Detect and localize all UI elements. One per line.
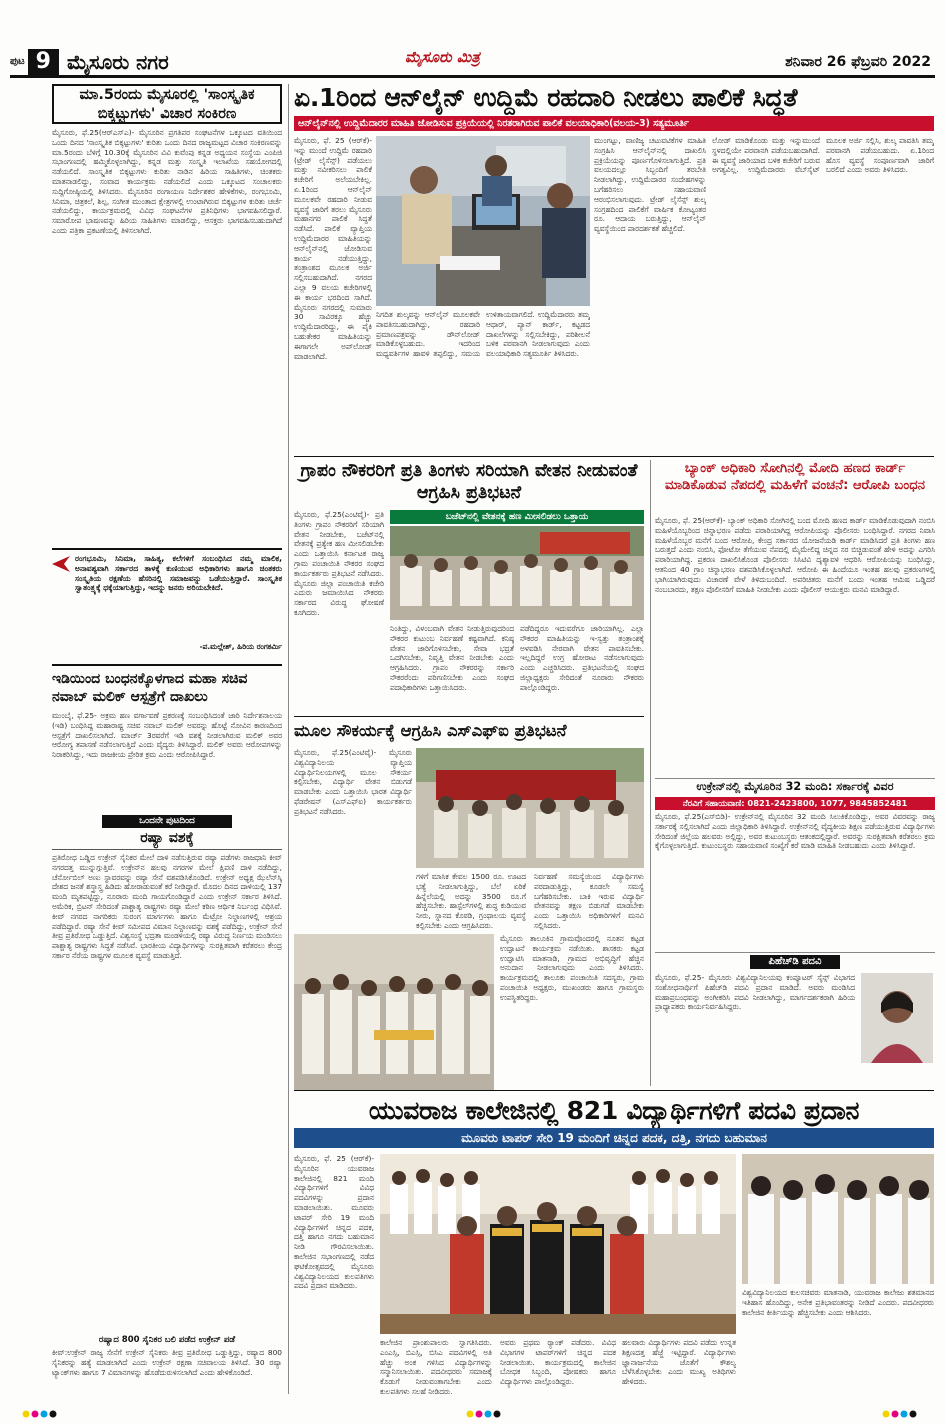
quote-box	[52, 548, 282, 666]
column-rule	[288, 84, 289, 1394]
story-body: ಪ್ರತಿರೋಧ ಒಡ್ಡಿದ ಉಕ್ರೇನ್ ಸೈನಿಕರ ಮೇಲೆ ದಾಳಿ ನಡೆಸುತ್ತಿರುವ ರಷ್ಯಾ ಪಡೆಗಳು ರಾಜಧಾನಿ ಕೀವ್ ನಗರದತ್ತ ಮುನ್ನುಗ್ಗುತ್ತಿವೆ. ಉಕ್ರೇನ್‌ನ ಹಲವು ನಗರಗಳ ಮೇಲೆ ಕ್ಷಿಪಣಿ ದಾಳಿ ನಡೆದಿದ್ದು, ಚೆರ್ನೋಬಿಲ್ ಅಣು ಸ್ಥಾವರವನ್ನು ರಷ್ಯಾ ಸೇನೆ ವಶಪಡಿಸಿಕೊಂಡಿದೆ. ಉಕ್ರೇನ್ ಅಧ್ಯಕ್ಷ ಝೆಲೆನ್‌ಸ್ಕಿ ದೇಶದ ಜನತೆ ಶಸ್ತ್ರಾಸ್ತ್ರ ಹಿಡಿದು ಹೋರಾಡುವಂತೆ ಕರೆ ನೀಡಿದ್ದಾರೆ. ಮೊದಲ ದಿನದ ದಾಳಿಯಲ್ಲಿ 137 ಮಂದಿ ಮೃತಪಟ್ಟಿದ್ದು, ನೂರಾರು ಮಂದಿ ಗಾಯಗೊಂಡಿದ್ದಾರೆ ಎಂದು ಉಕ್ರೇನ್ ಸರ್ಕಾರ ತಿಳಿಸಿದೆ. ಅಮೆರಿಕ, ಬ್ರಿಟನ್ ಸೇರಿದಂತೆ ಪಾಶ್ಚಾತ್ಯ ರಾಷ್ಟ್ರಗಳು ರಷ್ಯಾ ಮೇಲೆ ಕಠಿಣ ಆರ್ಥಿಕ ನಿರ್ಬಂಧ ವಿಧಿಸಿವೆ. ಕೀವ್ ನಗರದ ನಾಗರಿಕರು ಸುರಂಗ ಮಾರ್ಗಗಳು ಹಾಗೂ ಮೆಟ್ರೋ ನಿಲ್ದಾಣಗಳಲ್ಲಿ ಆಶ್ರಯ ಪಡೆದಿದ್ದಾರೆ. ರಷ್ಯಾ ಸೇನೆ ಕೀವ್ ಸಮೀಪದ ವಿಮಾನ ನಿಲ್ದಾಣವನ್ನು ವಶಕ್ಕೆ ಪಡೆದಿದ್ದು, ಉಕ್ರೇನ್ ಸೇನೆ ತೀವ್ರ ಪ್ರತಿರೋಧ ಒಡ್ಡುತ್ತಿದೆ. ವಿಶ್ವಸಂಸ್ಥೆ ಭದ್ರತಾ ಮಂಡಳಿಯಲ್ಲಿ ರಷ್ಯಾ ವಿರುದ್ಧ ನಿರ್ಣಯ ಮಂಡಿಸಲು ಪಾಶ್ಚಾತ್ಯ ರಾಷ್ಟ್ರಗಳು ಸಿದ್ಧತೆ ನಡೆಸಿವೆ. ಭಾರತೀಯ ವಿದ್ಯಾರ್ಥಿಗಳನ್ನು ಸುರಕ್ಷಿತವಾಗಿ ಕರೆತರಲು ಕೇಂದ್ರ ಸರ್ಕಾರ ನೆರೆಯ ರಾಷ್ಟ್ರಗಳ ಮೂಲಕ ವ್ಯವಸ್ಥೆ ಮಾಡುತ್ತಿದೆ.	[52, 853, 282, 960]
office-photo-image	[376, 136, 590, 306]
story-col-2: ನಿಂತಿದ್ದು, ವಿಳಂಬವಾಗಿ ವೇತನ ನೀಡುತ್ತಿರುವುದರಿಂದ ನೌಕರರ ಕುಟುಂಬ ನಿರ್ವಹಣೆ ಕಷ್ಟವಾಗಿದೆ. ಕನಿಷ್ಠ ವೇತನ ಜಾರಿಗೊಳಿಸಬೇಕು, ಸೇವಾ ಭದ್ರತೆ ಒದಗಿಸಬೇಕು, ನಿವೃತ್ತಿ ವೇತನ ನೀಡಬೇಕು ಎಂದು ಆಗ್ರಹಿಸಿದರು. ಗ್ರಾಪಂ ನೌಕರರನ್ನು ಸರ್ಕಾರಿ ನೌಕರರೆಂದು ಪರಿಗಣಿಸಬೇಕು ಎಂದು ಸಂಘದ ಪದಾಧಿಕಾರಿಗಳು ಒತ್ತಾಯಿಸಿದರು.	[390, 624, 514, 692]
story-headline: ಪಿಹೆಚ್‌ಡಿ ಪದವಿ	[750, 955, 840, 969]
story-col-1: ಮೈಸೂರು, ಫೆ.25(ಎಂಟಿವೈ)- ಪ್ರತಿ ತಿಂಗಳು ಗ್ರಾಪಂ ನೌಕರರಿಗೆ ಸರಿಯಾಗಿ ವೇತನ ನೀಡಬೇಕು, ಬಜೆಟ್‌ನಲ್ಲಿ ವೇತನಕ್ಕೆ ಪ್ರತ್ಯೇಕ ಹಣ ಮೀಸಲಿಡಬೇಕು ಎಂದು ಒತ್ತಾಯಿಸಿ ಕರ್ನಾಟಕ ರಾಜ್ಯ ಗ್ರಾಮ ಪಂಚಾಯಿತಿ ನೌಕರರ ಸಂಘದ ಕಾರ್ಯಕರ್ತರು ಪ್ರತಿಭಟನೆ ನಡೆಸಿದರು. ಮೈಸೂರು ಜಿಲ್ಲಾ ಪಂಚಾಯಿತಿ ಕಚೇರಿ ಎದುರು ಜಮಾಯಿಸಿದ ನೌಕರರು ಸರ್ಕಾರದ ವಿರುದ್ಧ ಘೋಷಣೆ ಕೂಗಿದರು.	[294, 510, 384, 617]
story-col-1: ಮೈಸೂರು, ಫೆ. 25 (ಆರ್‌ಕೆ)- ಮೈಸೂರಿನ ಯುವರಾಜ ಕಾಲೇಜಿನಲ್ಲಿ 821 ಮಂದಿ ವಿದ್ಯಾರ್ಥಿಗಳಿಗೆ ವಿವಿಧ ಪದವಿಗಳನ್ನು ಪ್ರದಾನ ಮಾಡಲಾಯಿತು. ಮೂವರು ಟಾಪರ್ ಸೇರಿ 19 ಮಂದಿ ವಿದ್ಯಾರ್ಥಿಗಳಿಗೆ ಚಿನ್ನದ ಪದಕ, ದತ್ತಿ ಹಾಗೂ ನಗದು ಬಹುಮಾನ ನೀಡಿ ಗೌರವಿಸಲಾಯಿತು. ಕಾಲೇಜಿನ ಸಭಾಂಗಣದಲ್ಲಿ ನಡೆದ ಘಟಿಕೋತ್ಸವದಲ್ಲಿ ಮೈಸೂರು ವಿಶ್ವವಿದ್ಯಾನಿಲಯದ ಕುಲಪತಿಗಳು ಪದವಿ ಪ್ರದಾನ ಮಾಡಿದರು.	[294, 1154, 374, 1291]
section-rule	[294, 456, 934, 457]
story-body: ಮೈಸೂರು, ಫೆ.25(ಎಸ್‌ಬಿಡಿ)- ಉಕ್ರೇನ್‌ನಲ್ಲಿ ಮೈಸೂರಿನ 32 ಮಂದಿ ಸಿಲುಕಿಕೊಂಡಿದ್ದು, ಅವರ ವಿವರವನ್ನು ರಾಜ್ಯ ಸರ್ಕಾರಕ್ಕೆ ಸಲ್ಲಿಸಲಾಗಿದೆ ಎಂದು ಜಿಲ್ಲಾಧಿಕಾರಿ ತಿಳಿಸಿದ್ದಾರೆ. ಉಕ್ರೇನ್‌ನಲ್ಲಿ ವೈದ್ಯಕೀಯ ಶಿಕ್ಷಣ ಪಡೆಯುತ್ತಿರುವ ವಿದ್ಯಾರ್ಥಿಗಳು ಸೇರಿದಂತೆ ಜಿಲ್ಲೆಯ ಹಲವರು ಅಲ್ಲಿದ್ದು, ಅವರ ಕುಟುಂಬಸ್ಥರು ಆತಂಕದಲ್ಲಿದ್ದಾರೆ. ಅವರನ್ನು ಸುರಕ್ಷಿತವಾಗಿ ಕರೆತರಲು ಕ್ರಮ ಕೈಗೊಳ್ಳಲಾಗುತ್ತಿದೆ. ಕುಟುಂಬಸ್ಥರು ಸಹಾಯವಾಣಿ ಸಂಖ್ಯೆಗೆ ಕರೆ ಮಾಡಿ ಮಾಹಿತಿ ನೀಡಬಹುದು ಎಂದು ತಿಳಿಸಿದ್ದಾರೆ.	[655, 812, 935, 851]
story-body: ಮೈಸೂರು, ಫೆ.25(ಆರ್‌ಎಸ್‌ಎ)- ಮೈಸೂರಿನ ಪ್ರಗತಿಪರ ಸಂಘಟನೆಗಳ ಒಕ್ಕೂಟದ ವತಿಯಿಂದ ಒಂದು ದಿನದ 'ಸಾಂಸ್ಕೃತಿಕ ಬಿಕ್ಕಟ್ಟುಗಳು' ಕುರಿತು ಒಂದು ದಿನದ ರಾಜ್ಯಮಟ್ಟದ ವಿಚಾರ ಸಂಕಿರಣವನ್ನು ಮಾ.5ರಂದು ಬೆಳಿಗ್ಗೆ 10.30ಕ್ಕೆ ಮೈಸೂರಿನ ವಿವಿ ಕುವೆಂಪು ಕನ್ನಡ ಅಧ್ಯಯನ ಸಂಸ್ಥೆಯ ಎಂಪಿಜಿ ಸಭಾಂಗಣದಲ್ಲಿ ಹಮ್ಮಿಕೊಳ್ಳಲಾಗಿದ್ದು, ಕನ್ನಡ ಮತ್ತು ಸಂಸ್ಕೃತಿ ಇಲಾಖೆಯ ಸಹಯೋಗದಲ್ಲಿ ನಡೆಯಲಿದೆ. ಸಾಂಸ್ಕೃತಿಕ ಬಿಕ್ಕಟ್ಟುಗಳು ಕುರಿತು ನಾಡಿನ ಹಿರಿಯ ಸಾಹಿತಿಗಳು, ಚಿಂತಕರು ಮಾತನಾಡಲಿದ್ದು, ಸಂವಾದ ಕಾರ್ಯಕ್ರಮ ನಡೆಯಲಿದೆ ಎಂದು ಒಕ್ಕೂಟದ ಸಂಚಾಲಕರು ಸುದ್ದಿಗೋಷ್ಠಿಯಲ್ಲಿ ತಿಳಿಸಿದರು. ಮೈಸೂರಿನ ರಂಗಾಯಣ ನಿರ್ದೇಶಕರ ಹೇಳಿಕೆಗಳು, ರಂಗಭೂಮಿ, ಸಿನಿಮಾ, ಚಿತ್ರಕಲೆ, ಶಿಲ್ಪ, ಸಂಗೀತ ಮುಂತಾದ ಕ್ಷೇತ್ರಗಳಲ್ಲಿ ಉಂಟಾಗಿರುವ ಬಿಕ್ಕಟ್ಟುಗಳ ಕುರಿತು ಚರ್ಚೆ ನಡೆಯಲಿದ್ದು, ಕಾರ್ಯಕ್ರಮದಲ್ಲಿ ವಿವಿಧ ಸಂಘಟನೆಗಳ ಪ್ರತಿನಿಧಿಗಳು ಭಾಗವಹಿಸಲಿದ್ದಾರೆ. ಸಮಾರೋಪ ಭಾಷಣವನ್ನು ಹಿರಿಯ ಸಾಹಿತಿಗಳು ಮಾಡಲಿದ್ದು, ಆಸಕ್ತರು ಭಾಗವಹಿಸಬಹುದಾಗಿದೆ ಎಂದು ಪತ್ರಿಕಾ ಪ್ರಕಟಣೆಯಲ್ಲಿ ತಿಳಿಸಲಾಗಿದೆ.	[52, 128, 282, 235]
story-trade-license	[294, 80, 934, 454]
story-col-2: ಕಾಲೇಜಿನ ಪ್ರಾಂಶುಪಾಲರು ಸ್ವಾಗತಿಸಿದರು. ಎಂಎಸ್ಸಿ, ಬಿಎಸ್ಸಿ, ಬಿಸಿಎ ಪದವಿಗಳಲ್ಲಿ ಅತಿ ಹೆಚ್ಚು ಅಂಕ ಗಳಿಸಿದ ವಿದ್ಯಾರ್ಥಿಗಳನ್ನು ಸನ್ಮಾನಿಸಲಾಯಿತು. ಪದವೀಧರರು ಸಮಾಜಕ್ಕೆ ಕೊಡುಗೆ ನೀಡುವಂತಾಗಬೇಕು ಎಂದು ಕುಲಪತಿಗಳು ಸಲಹೆ ನೀಡಿದರು.	[380, 1338, 492, 1396]
story-body: ಮೈಸೂರು, ಫೆ.25- ಮೈಸೂರು ವಿಶ್ವವಿದ್ಯಾನಿಲಯವು ಕಂಪ್ಯೂಟರ್ ಸೈನ್ಸ್ ವಿಭಾಗದ ಸಂಶೋಧನಾರ್ಥಿಗೆ ಪಿಹೆಚ್‌ಡಿ ಪದವಿ ಪ್ರದಾನ ಮಾಡಿದೆ. ಅವರು ಮಂಡಿಸಿದ ಮಹಾಪ್ರಬಂಧವನ್ನು ಅಂಗೀಕರಿಸಿ ಪದವಿ ನೀಡಲಾಗಿದ್ದು, ಮಾರ್ಗದರ್ಶಕರಾಗಿ ಹಿರಿಯ ಪ್ರಾಧ್ಯಾಪಕರು ಕಾರ್ಯನಿರ್ವಹಿಸಿದ್ದರು.	[655, 973, 855, 1012]
story-headline: ಮಾ.5ರಂದು ಮೈಸೂರಲ್ಲಿ 'ಸಾಂಸ್ಕೃತಿಕ ಬಿಕ್ಕಟ್ಟುಗಳು' ವಿಚಾರ ಸಂಕಿರಣ	[52, 84, 282, 124]
page-masthead	[10, 48, 935, 78]
story-body: ಮುಂಬೈ, ಫೆ.25- ಅಕ್ರಮ ಹಣ ವರ್ಗಾವಣೆ ಪ್ರಕರಣಕ್ಕೆ ಸಂಬಂಧಿಸಿದಂತೆ ಜಾರಿ ನಿರ್ದೇಶನಾಲಯ (ಇಡಿ) ಬಂಧಿಸಿದ್ದ ಮಹಾರಾಷ್ಟ್ರ ಸಚಿವ ನವಾಬ್ ಮಲಿಕ್ ಅವರನ್ನು ಹೊಟ್ಟೆ ನೋವಿನ ಕಾರಣದಿಂದ ಆಸ್ಪತ್ರೆಗೆ ದಾಖಲಿಸಲಾಗಿದೆ. ಮಾರ್ಚ್ 3ರವರೆಗೆ ಇಡಿ ವಶಕ್ಕೆ ನೀಡಲಾಗಿರುವ ಮಲಿಕ್ ಅವರ ಆರೋಗ್ಯ ತಪಾಸಣೆ ನಡೆಸಲಾಗುತ್ತಿದೆ ಎಂದು ವೈದ್ಯರು ತಿಳಿಸಿದ್ದಾರೆ. ಮಲಿಕ್ ಅವರು ಆರೋಪಗಳನ್ನು ನಿರಾಕರಿಸಿದ್ದು, ಇದು ರಾಜಕೀಯ ಪ್ರೇರಿತ ಕ್ರಮ ಎಂದು ಆರೋಪಿಸಿದ್ದಾರೆ.	[52, 711, 282, 760]
photo-caption: ಬಜೆಟ್‌ನಲ್ಲಿ ವೇತನಕ್ಕೆ ಹಣ ಮೀಸಲಿಡಲು ಒತ್ತಾಯ	[390, 510, 644, 524]
story-col-4: ಹಲವಾರು ವಿದ್ಯಾರ್ಥಿಗಳು ಪದವಿ ಪಡೆದು ಉನ್ನತ ಶಿಕ್ಷಣದತ್ತ ಹೆಜ್ಜೆ ಇಟ್ಟಿದ್ದಾರೆ. ವಿದ್ಯಾರ್ಥಿಗಳು ಜ್ಞಾನಾರ್ಜನೆಯ ಜೊತೆಗೆ ಕೌಶಲ್ಯ ಬೆಳೆಸಿಕೊಳ್ಳಬೇಕು ಎಂದು ಮುಖ್ಯ ಅತಿಥಿಗಳು ಹೇಳಿದರು.	[622, 1338, 736, 1387]
story-col-3: ಅವರು ಪ್ರಥಮ ರ‍್ಯಾಂಕ್ ಪಡೆದರು. ವಿವಿಧ ವಿಭಾಗಗಳ ಟಾಪರ್‌ಗಳಿಗೆ ಚಿನ್ನದ ಪದಕ ನೀಡಲಾಯಿತು. ಕಾರ್ಯಕ್ರಮದಲ್ಲಿ ಕಾಲೇಜಿನ ಬೋಧಕ ಸಿಬ್ಬಂದಿ, ಪೋಷಕರು ಹಾಗೂ ವಿದ್ಯಾರ್ಥಿಗಳು ಪಾಲ್ಗೊಂಡಿದ್ದರು.	[500, 1338, 616, 1387]
story-russia	[52, 815, 282, 1400]
story-col-2: ಗಳಿಗೆ ಮಾಸಿಕ ಕೇವಲ 1500 ರೂ. ಊಟದ ಭತ್ಯೆ ನೀಡಲಾಗುತ್ತಿದ್ದು, ಬೆಲೆ ಏರಿಕೆ ಹಿನ್ನೆಲೆಯಲ್ಲಿ ಅದನ್ನು 3500 ರೂ.ಗೆ ಹೆಚ್ಚಿಸಬೇಕು. ಹಾಸ್ಟೆಲ್‌ಗಳಲ್ಲಿ ಶುದ್ಧ ಕುಡಿಯುವ ನೀರು, ಸ್ನಾನದ ಕೊಠಡಿ, ಗ್ರಂಥಾಲಯ ವ್ಯವಸ್ಥೆ ಕಲ್ಪಿಸಬೇಕು ಎಂದು ಆಗ್ರಹಿಸಿದರು.	[416, 872, 526, 930]
office-photo	[376, 136, 590, 306]
sub-body: ಕೀವ್:ಉಕ್ರೇನ್ ರಾಜ್ಯ ಸೇನೆಗೆ ಉಕ್ರೇನ್ ಸೈನಿಕರು ತೀವ್ರ ಪ್ರತಿರೋಧ ಒಡ್ಡುತ್ತಿದ್ದು, ರಷ್ಯಾದ 800 ಸೈನಿಕರನ್ನು ಹತ್ಯೆ ಮಾಡಲಾಗಿದೆ ಎಂದು ಉಕ್ರೇನ್ ರಕ್ಷಣಾ ಸಚಿವಾಲಯ ತಿಳಿಸಿದೆ. 30 ರಷ್ಯಾ ಟ್ಯಾಂಕ್‌ಗಳು ಹಾಗೂ 7 ವಿಮಾನಗಳನ್ನು ಹೊಡೆದುರುಳಿಸಲಾಗಿದೆ ಎಂದು ಹೇಳಿಕೊಂಡಿದೆ.	[52, 1348, 282, 1377]
convocation-photo	[380, 1154, 736, 1334]
quote-attribution: -ಪ.ಮಲ್ಲೇಶ್, ಹಿರಿಯ ರಂಗಕರ್ಮಿ	[199, 642, 282, 651]
story-headline: ಮೂಲ ಸೌಕರ್ಯಕ್ಕೆ ಆಗ್ರಹಿಸಿ ಎಸ್‌ಎಫ್‌ಐ ಪ್ರತಿಭಟನೆ	[294, 721, 567, 740]
page-label: ಪುಟ	[10, 56, 25, 67]
continued-kicker: ಒಂದನೇ ಪುಟದಿಂದ	[102, 815, 232, 828]
convocation-photo-image	[380, 1154, 736, 1334]
registration-marks	[20, 1404, 925, 1414]
graduates-photo-image	[742, 1154, 934, 1284]
quote-text: ರಂಗಭೂಮಿ, ಸಿನಿಮಾ, ಸಾಹಿತ್ಯ, ಕಲೆಗಳಿಗೆ ಸಂಬಂಧಿಸಿದ ನಮ್ಮ ಮಾಲಿಕ, ಅನಾವಶ್ಯವಾಗಿ ಸರ್ಕಾರದ ತಾಳಕ್ಕೆ ಕುಣಿಯುವ ಅಧಿಕಾರಿಗಳು ಹಾಗೂ ಚಿಂತಕರು ಸಂಸ್ಕೃತಿಯ ರಕ್ಷಣೆಯ ಹೆಸರಿನಲ್ಲಿ ಸಮಾಜವನ್ನು ಒಡೆಯುತ್ತಿದ್ದಾರೆ. ಸಾಂಸ್ಕೃತಿಕ ಸ್ವಾತಂತ್ರ್ಯಕ್ಕೆ ಧಕ್ಕೆಯಾಗುತ್ತಿದ್ದು, ಇದನ್ನು ಜನರು ಅರಿಯಬೇಕಿದೆ.	[75, 554, 282, 593]
column-rule	[650, 460, 651, 1086]
story-col-1: ಮೈಸೂರು, ಫೆ. 25 (ಆರ್‌ಕೆ)- ಇನ್ನು ಮುಂದೆ ಉದ್ದಿಮೆ ರಹದಾರಿ (ಟ್ರೇಡ್ ಲೈಸೆನ್ಸ್) ಪಡೆಯಲು ಮತ್ತು ನವೀಕರಿಸಲು ಪಾಲಿಕೆ ಕಚೇರಿಗೆ ಅಲೆಯಬೇಕಿಲ್ಲ. ಏ.1ರಿಂದ ಆನ್‌ಲೈನ್ ಮೂಲಕವೇ ರಹದಾರಿ ನೀಡುವ ವ್ಯವಸ್ಥೆ ಜಾರಿಗೆ ತರಲು ಮೈಸೂರು ಮಹಾನಗರ ಪಾಲಿಕೆ ಸಿದ್ಧತೆ ನಡೆಸಿದೆ. ಪಾಲಿಕೆ ವ್ಯಾಪ್ತಿಯ ಉದ್ದಿಮೆದಾರರ ಮಾಹಿತಿಯನ್ನು ಆನ್‌ಲೈನ್‌ನಲ್ಲಿ ಜೋಡಿಸುವ ಕಾರ್ಯ ನಡೆಯುತ್ತಿದ್ದು, ತಂತ್ರಾಂಶದ ಮೂಲಕ ಅರ್ಜಿ ಸಲ್ಲಿಸಬಹುದಾಗಿದೆ. ನಗರದ ಎಲ್ಲಾ 9 ವಲಯ ಕಚೇರಿಗಳಲ್ಲಿ ಈ ಕಾರ್ಯ ಭರದಿಂದ ಸಾಗಿದೆ. ಮೈಸೂರು ನಗರದಲ್ಲಿ ಸುಮಾರು 30 ಸಾವಿರಕ್ಕೂ ಹೆಚ್ಚು ಉದ್ದಿಮೆದಾರರಿದ್ದು, ಈ ಪೈಕಿ ಬಹುತೇಕರ ಮಾಹಿತಿಯನ್ನು ಈಗಾಗಲೇ ಅಪ್‌ಲೋಡ್ ಮಾಡಲಾಗಿದೆ.	[294, 136, 372, 361]
story-col-1: ಮೈಸೂರು, ಫೆ.25(ಎಂಟಿವೈ)- ಮೈಸೂರು ವಿಶ್ವವಿದ್ಯಾನಿಲಯ ವ್ಯಾಪ್ತಿಯ ವಿದ್ಯಾರ್ಥಿನಿಲಯಗಳಲ್ಲಿ ಮೂಲ ಸೌಕರ್ಯ ಕಲ್ಪಿಸಬೇಕು, ವಿದ್ಯಾರ್ಥಿ ವೇತನ ಬಿಡುಗಡೆ ಮಾಡಬೇಕು ಎಂದು ಒತ್ತಾಯಿಸಿ ಭಾರತ ವಿದ್ಯಾರ್ಥಿ ಫೆಡರೇಷನ್ (ಎಸ್‌ಎಫ್‌ಐ) ಕಾರ್ಯಕರ್ತರು ಪ್ರತಿಭಟನೆ ನಡೆಸಿದರು.	[294, 748, 412, 816]
story-col-2: ನಿಗದಿತ ಶುಲ್ಕವನ್ನು ಆನ್‌ಲೈನ್ ಮೂಲಕವೇ ಪಾವತಿಸಬಹುದಾಗಿದ್ದು, ರಹದಾರಿ ಪ್ರಮಾಣಪತ್ರವನ್ನು ಡೌನ್‌ಲೋಡ್ ಮಾಡಿಕೊಳ್ಳಬಹುದು. ಇದರಿಂದ ಮಧ್ಯವರ್ತಿಗಳ ಹಾವಳಿ ತಪ್ಪಲಿದ್ದು, ಸಮಯ ಉಳಿತಾಯವಾಗಲಿದೆ. ಉದ್ದಿಮೆದಾರರು ತಮ್ಮ ಆಧಾರ್, ಪ್ಯಾನ್ ಕಾರ್ಡ್, ಕಟ್ಟಡದ ದಾಖಲೆಗಳನ್ನು ಸಲ್ಲಿಸಬೇಕಿದ್ದು, ಪರಿಶೀಲನೆ ಬಳಿಕ ಪರವಾನಗಿ ನೀಡಲಾಗುವುದು ಎಂದು ವಲಯಾಧಿಕಾರಿ ಸತ್ಯಮೂರ್ತಿ ತಿಳಿಸಿದರು.	[376, 310, 590, 359]
graduates-photo	[742, 1154, 934, 1284]
story-headline: ರಷ್ಯಾ ವಶಕ್ಕೆ	[52, 828, 282, 850]
phd-portrait	[861, 973, 933, 1063]
event-photo	[294, 934, 494, 1090]
page-number: 9	[28, 49, 59, 75]
story-col-3: ನಿರ್ವಹಣೆ ಸಮಸ್ಯೆಯಿಂದ ವಿದ್ಯಾರ್ಥಿಗಳು ಪರದಾಡುತ್ತಿದ್ದು, ಕೂಡಲೇ ಸಮಸ್ಯೆ ಬಗೆಹರಿಸಬೇಕು. ಬಾಕಿ ಇರುವ ವಿದ್ಯಾರ್ಥಿ ವೇತನವನ್ನು ತಕ್ಷಣ ಬಿಡುಗಡೆ ಮಾಡಬೇಕು ಎಂದು ಒತ್ತಾಯಿಸಿ ಅಧಿಕಾರಿಗಳಿಗೆ ಮನವಿ ಸಲ್ಲಿಸಿದರು.	[534, 872, 644, 930]
event-photo-image	[294, 934, 494, 1090]
phd-portrait-image	[861, 973, 933, 1063]
story-headline: ಗ್ರಾಪಂ ನೌಕರರಿಗೆ ಪ್ರತಿ ತಿಂಗಳು ಸರಿಯಾಗಿ ವೇತನ ನೀಡುವಂತೆ ಆಗ್ರಹಿಸಿ ಪ್ರತಿಭಟನೆ	[300, 461, 638, 503]
section-rule	[294, 1090, 934, 1091]
story-headline: ಉಕ್ರೇನ್‌ನಲ್ಲಿ ಮೈಸೂರಿನ 32 ಮಂದಿ: ಸರ್ಕಾರಕ್ಕೆ ವಿವರ	[696, 780, 894, 793]
story-headline: ಯುವರಾಜ ಕಾಲೇಜಿನಲ್ಲಿ 821 ವಿದ್ಯಾರ್ಥಿಗಳಿಗೆ ಪದವಿ ಪ್ರದಾನ	[368, 1096, 860, 1125]
story-strap: ಆನ್‌ಲೈನ್‌ನಲ್ಲಿ ಉದ್ದಿಮೆದಾರರ ಮಾಹಿತಿ ಜೋಡಿಸುವ ಪ್ರಕ್ರಿಯೆಯಲ್ಲಿ ನಿರತರಾಗಿರುವ ಪಾಲಿಕೆ ವಲಯಾಧಿಕಾರಿ(ವಲಯ-3) ಸತ್ಯಮೂರ್ತಿ	[294, 116, 934, 131]
story-phd	[655, 952, 935, 1084]
story-strap: ಮೂವರು ಟಾಪರ್ ಸೇರಿ 19 ಮಂದಿಗೆ ಚಿನ್ನದ ಪದಕ, ದತ್ತಿ, ನಗದು ಬಹುಮಾನ	[294, 1128, 934, 1148]
color-registration-dots	[20, 1409, 925, 1419]
story-col-3: ಮುಂಗಟ್ಟು, ವಾಣಿಜ್ಯ ಚಟುವಟಿಕೆಗಳ ಮಾಹಿತಿ ಸಂಗ್ರಹಿಸಿ ಆನ್‌ಲೈನ್‌ನಲ್ಲಿ ದಾಖಲಿಸಿ ಪ್ರಕ್ರಿಯೆಯನ್ನು ಪೂರ್ಣಗೊಳಿಸಲಾಗುತ್ತಿದೆ. ಪ್ರತಿ ವಲಯದಲ್ಲೂ ಸಿಬ್ಬಂದಿಗೆ ತರಬೇತಿ ನೀಡಲಾಗಿದ್ದು, ಉದ್ದಿಮೆದಾರರ ಸಂದೇಹಗಳನ್ನು ಬಗೆಹರಿಸಲು ಸಹಾಯವಾಣಿ ಆರಂಭಿಸಲಾಗುವುದು. ಟ್ರೇಡ್ ಲೈಸೆನ್ಸ್ ಶುಲ್ಕ ಸಂಗ್ರಹದಿಂದ ಪಾಲಿಕೆಗೆ ವಾರ್ಷಿಕ ಕೋಟ್ಯಂತರ ರೂ. ಆದಾಯ ಬರುತ್ತಿದ್ದು, ಆನ್‌ಲೈನ್ ವ್ಯವಸ್ಥೆಯಿಂದ ಪಾರದರ್ಶಕತೆ ಹೆಚ್ಚಲಿದೆ.	[594, 136, 706, 234]
story-col-4: ಲೋಡ್ ಮಾಡಿಕೊಂಡು ಮತ್ತು ಇನ್ನುಮುಂದೆ ಸ್ಥಳದಲ್ಲಿಯೇ ಪರವಾನಗಿ ಪಡೆಯಬಹುದಾಗಿದೆ. ಈ ವ್ಯವಸ್ಥೆ ಜಾರಿಯಾದ ಬಳಿಕ ಕಚೇರಿಗೆ ಬರುವ ಅಗತ್ಯವಿಲ್ಲ. ಉದ್ದಿಮೆದಾರರು ವೆಬ್‌ಸೈಟ್ ಮೂಲಕ ಅರ್ಜಿ ಸಲ್ಲಿಸಿ, ಶುಲ್ಕ ಪಾವತಿಸಿ ತಮ್ಮ ಪರವಾನಗಿ ಪಡೆಯಬಹುದು. ಏ.1ರಿಂದ ಹೊಸ ವ್ಯವಸ್ಥೆ ಸಂಪೂರ್ಣವಾಗಿ ಜಾರಿಗೆ ಬರಲಿದೆ ಎಂದು ಅವರು ತಿಳಿಸಿದರು.	[712, 136, 934, 175]
story-ukraine-mysuru	[655, 778, 935, 948]
protest-photo-image	[390, 526, 644, 620]
sub-headline: ರಷ್ಯಾದ 800 ಸೈನಿಕರ ಬಲಿ ಪಡೆದ ಉಕ್ರೇನ್ ಪಡೆ	[98, 1335, 236, 1345]
story-malik	[52, 670, 282, 810]
story-seminar	[52, 84, 282, 544]
story-headline: ಇಡಿಯಿಂದ ಬಂಧನಕ್ಕೊಳಗಾದ ಮಹಾ ಸಚಿವ ನವಾಬ್ ಮಲಿಕ್ ಆಸ್ಪತ್ರೆಗೆ ದಾಖಲು	[52, 671, 248, 705]
issue-date: ಶನಿವಾರ 26 ಫೆಬ್ರವರಿ 2022	[785, 54, 931, 70]
story-headline: ಏ.1ರಿಂದ ಆನ್‌ಲೈನ್ ಉದ್ದಿಮೆ ರಹದಾರಿ ನೀಡಲು ಪಾಲಿಕೆ ಸಿದ್ಧತೆ	[294, 83, 798, 112]
story-col-5: ವಿಶ್ವವಿದ್ಯಾನಿಲಯದ ಕುಲಸಚಿವರು ಮಾತನಾಡಿ, ಯುವರಾಜ ಕಾಲೇಜು ಶತಮಾನದ ಇತಿಹಾಸ ಹೊಂದಿದ್ದು, ಅನೇಕ ಪ್ರತಿಭಾವಂತರನ್ನು ನೀಡಿದೆ ಎಂದರು. ಪದವೀಧರರು ಕಾಲೇಜಿನ ಕೀರ್ತಿಯನ್ನು ಹೆಚ್ಚಿಸಬೇಕು ಎಂದು ಆಶಿಸಿದರು.	[742, 1288, 934, 1317]
protest-photo	[390, 526, 644, 620]
story-sfi-protest	[294, 720, 644, 1090]
sfi-photo	[416, 748, 644, 868]
helpline-banner: ನೆರವಿಗೆ ಸಹಾಯವಾಣಿ: 0821-2423800, 1077, 9845852481	[655, 797, 935, 810]
story-headline: ಬ್ಯಾಂಕ್ ಅಧಿಕಾರಿ ಸೋಗಿನಲ್ಲಿ ಮೋದಿ ಹಣದ ಕಾರ್ಡ್ ಮಾಡಿಕೊಡುವ ನೆಪದಲ್ಲಿ ಮಹಿಳೆಗೆ ವಂಚನೆ: ಆರೋಪಿ ಬಂಧನ	[664, 461, 926, 493]
quote-icon	[52, 554, 72, 574]
story-gp-salary	[294, 460, 644, 710]
section-title: ಮೈಸೂರು ನಗರ	[66, 49, 169, 74]
story-col-4: ಮೈಸೂರು ತಾಲೂಕಿನ ಗ್ರಾಮವೊಂದರಲ್ಲಿ ನೂತನ ಕಟ್ಟಡ ಉದ್ಘಾಟನೆ ಕಾರ್ಯಕ್ರಮ ನಡೆಯಿತು. ಶಾಸಕರು ಕಟ್ಟಡ ಉದ್ಘಾಟಿಸಿ ಮಾತನಾಡಿ, ಗ್ರಾಮದ ಅಭಿವೃದ್ಧಿಗೆ ಹೆಚ್ಚಿನ ಅನುದಾನ ನೀಡಲಾಗುವುದು ಎಂದು ತಿಳಿಸಿದರು. ಕಾರ್ಯಕ್ರಮದಲ್ಲಿ ತಾಲೂಕು ಪಂಚಾಯಿತಿ ಸದಸ್ಯರು, ಗ್ರಾಮ ಪಂಚಾಯಿತಿ ಅಧ್ಯಕ್ಷರು, ಮುಖಂಡರು ಹಾಗೂ ಗ್ರಾಮಸ್ಥರು ಉಪಸ್ಥಿತರಿದ್ದರು.	[500, 934, 644, 1002]
paper-logo: ಮೈಸೂರು ಮಿತ್ರ	[405, 48, 480, 66]
sfi-photo-image	[416, 748, 644, 868]
story-col-3: ಪಡೆದಿದ್ದರೂ ಇದುವರೆಗೂ ಜಾರಿಯಾಗಿಲ್ಲ. ಎಲ್ಲಾ ನೌಕರರ ಮಾಹಿತಿಯನ್ನು ಇ-ಸ್ವತ್ತು ತಂತ್ರಾಂಶಕ್ಕೆ ಅಳವಡಿಸಿ ನೇರವಾಗಿ ವೇತನ ಪಾವತಿಸಬೇಕು. ಇಲ್ಲದಿದ್ದರೆ ಉಗ್ರ ಹೋರಾಟ ನಡೆಸಲಾಗುವುದು ಎಂದು ಎಚ್ಚರಿಸಿದರು. ಪ್ರತಿಭಟನೆಯಲ್ಲಿ ಸಂಘದ ಜಿಲ್ಲಾಧ್ಯಕ್ಷರು ಸೇರಿದಂತೆ ನೂರಾರು ನೌಕರರು ಪಾಲ್ಗೊಂಡಿದ್ದರು.	[520, 624, 644, 692]
story-bank-fraud	[655, 460, 935, 775]
section-rule	[294, 716, 644, 717]
story-body: ಮೈಸೂರು, ಫೆ. 25(ಆರ್‌ಕೆ)- ಬ್ಯಾಂಕ್ ಅಧಿಕಾರಿ ಸೋಗಿನಲ್ಲಿ ಬಂದ ಮೋದಿ ಹಣದ ಕಾರ್ಡ್ ಮಾಡಿಕೊಡುವುದಾಗಿ ನಂಬಿಸಿ ಮಹಿಳೆಯೊಬ್ಬರಿಂದ ಚಿನ್ನಾಭರಣ ಪಡೆದು ಪರಾರಿಯಾಗಿದ್ದ ಆರೋಪಿಯನ್ನು ಪೊಲೀಸರು ಬಂಧಿಸಿದ್ದಾರೆ. ನಗರದ ನಿವಾಸಿ ಮಹಿಳೆಯೊಬ್ಬರ ಮನೆಗೆ ಬಂದ ಆರೋಪಿ, ಕೇಂದ್ರ ಸರ್ಕಾರದ ಯೋಜನೆಯಡಿ ಕಾರ್ಡ್ ಮಾಡಿಸಿದರೆ ಪ್ರತಿ ತಿಂಗಳು ಹಣ ಬರುತ್ತದೆ ಎಂದು ನಂಬಿಸಿ, ಫೋಟೋ ತೆಗೆಯುವ ನೆಪದಲ್ಲಿ ಮೈಮೇಲಿದ್ದ ಚಿನ್ನದ ಸರ ಬಿಚ್ಚಿಡುವಂತೆ ಹೇಳಿ ಅದನ್ನು ಎಗರಿಸಿ ಪರಾರಿಯಾಗಿದ್ದ. ಪ್ರಕರಣ ದಾಖಲಿಸಿಕೊಂಡ ಪೊಲೀಸರು ಸಿಸಿಟಿವಿ ದೃಶ್ಯಾವಳಿ ಆಧರಿಸಿ ಆರೋಪಿಯನ್ನು ಬಂಧಿಸಿದ್ದು, ಆತನಿಂದ 40 ಗ್ರಾಂ ಚಿನ್ನಾಭರಣ ವಶಪಡಿಸಿಕೊಳ್ಳಲಾಗಿದೆ. ಆರೋಪಿ ಈ ಹಿಂದೆಯೂ ಇಂತಹ ಹಲವು ಪ್ರಕರಣಗಳಲ್ಲಿ ಭಾಗಿಯಾಗಿರುವುದು ವಿಚಾರಣೆ ವೇಳೆ ತಿಳಿದುಬಂದಿದೆ. ಅಪರಿಚಿತರು ಮನೆಗೆ ಬಂದು ಇಂತಹ ಆಮಿಷ ಒಡ್ಡಿದರೆ ನಂಬಬಾರದು, ತಕ್ಷಣ ಪೊಲೀಸರಿಗೆ ಮಾಹಿತಿ ನೀಡಬೇಕು ಎಂದು ಪೊಲೀಸ್ ಆಯುಕ್ತರು ಮನವಿ ಮಾಡಿದ್ದಾರೆ.	[655, 516, 935, 594]
story-convocation	[294, 1094, 934, 1400]
page-number-tag	[10, 49, 59, 75]
